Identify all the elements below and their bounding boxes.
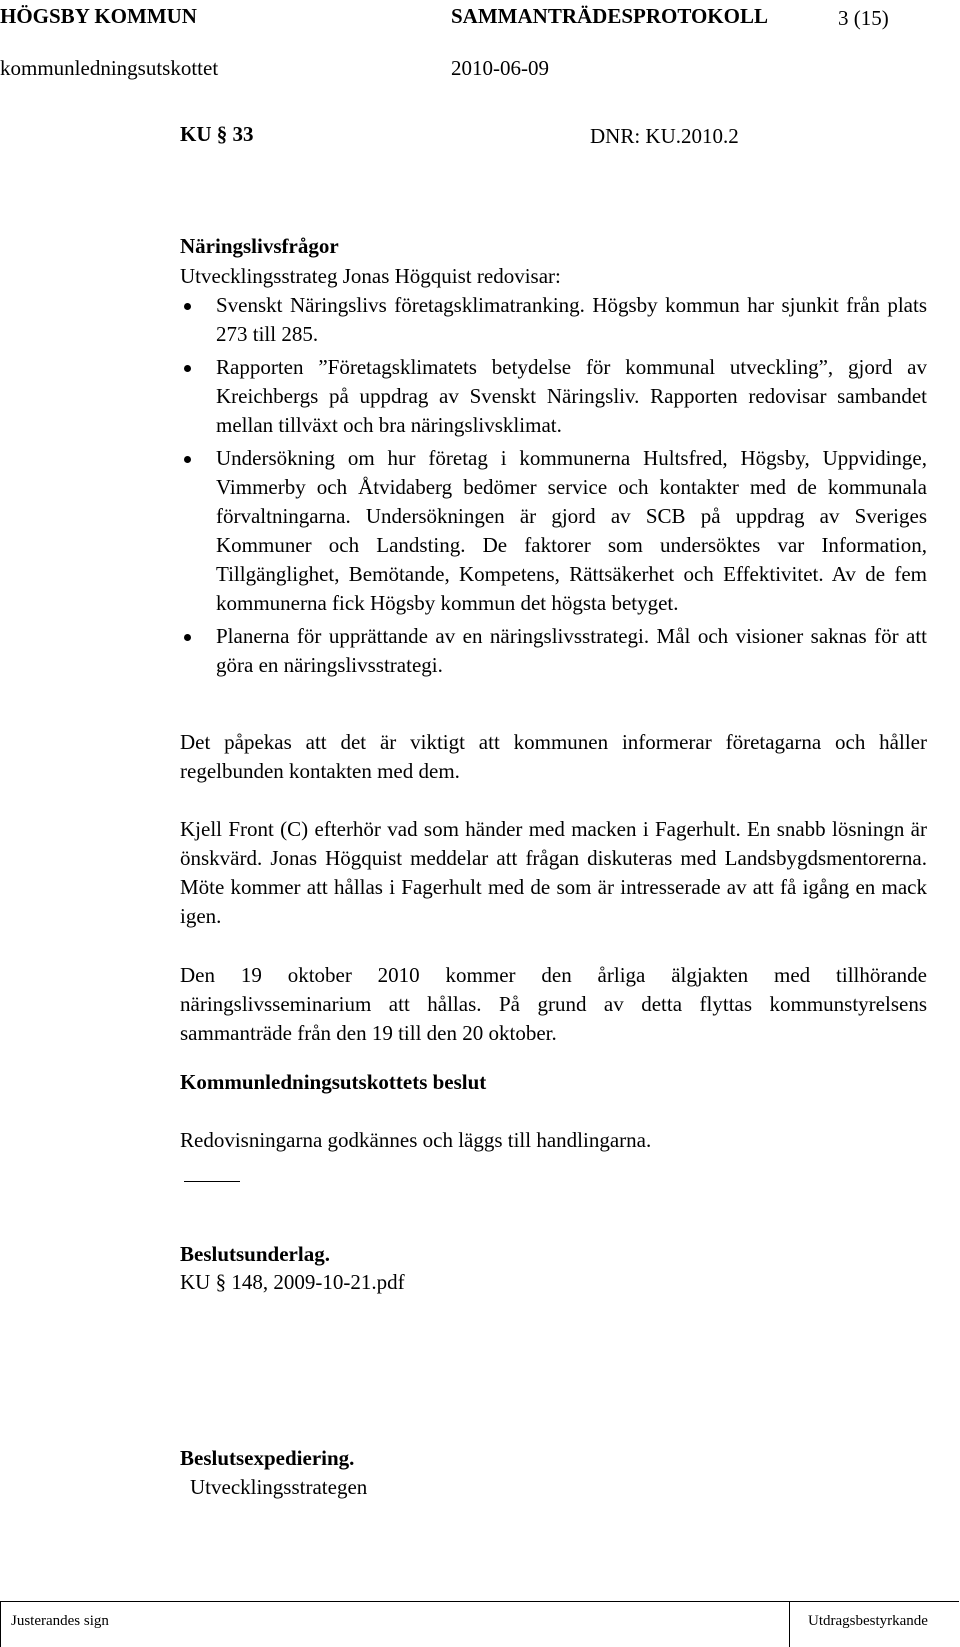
topic-intro: Utvecklingsstrateg Jonas Högquist redovisar: (180, 264, 561, 288)
topic-title: Näringslivsfrågor (180, 234, 339, 258)
page-number: 3 (15) (838, 6, 889, 30)
dispatch-text: Utvecklingsstrategen (190, 1475, 368, 1499)
municipality-name: HÖGSBY KOMMUN (0, 4, 197, 28)
meeting-date: 2010-06-09 (451, 56, 549, 80)
committee-name: kommunledningsutskottet (0, 56, 219, 80)
footer-utdragsbestyrkande: Utdragsbestyrkande (808, 1613, 928, 1629)
list-item (180, 291, 927, 349)
dispatch-title: Beslutsexpediering. (180, 1446, 355, 1470)
document-type: SAMMANTRÄDESPROTOKOLL (451, 4, 768, 28)
bullet-icon (184, 365, 191, 372)
topic-bullet-list (180, 291, 927, 684)
bullet-text: Svenskt Näringslivs företagsklimatranking. Högsby kommun har sjunkit från plats 273 till 285. (216, 293, 927, 346)
paragraph-seminar: Den 19 oktober 2010 kommer den årliga älgjakten med tillhörande näringslivsseminarium att hållas. På grund av detta flyttas kommunstyrelsens sammanträde från den 19 till den 20 oktober. (180, 963, 927, 1045)
footer-divider (789, 1602, 790, 1647)
signature-footer (0, 1601, 959, 1647)
basis-title: Beslutsunderlag. (180, 1242, 330, 1266)
list-item (180, 622, 927, 680)
list-item (180, 444, 927, 618)
section-number: KU § 33 (180, 122, 254, 146)
bullet-icon (184, 456, 191, 463)
footer-justerandes-sign: Justerandes sign (11, 1613, 109, 1629)
bullet-text: Rapporten ”Företagsklimatets betydelse för kommunal utveckling”, gjord av Kreichbergs på uppdrag av Svenskt Näringsliv. Rapporten redovisar sambandet mellan tillväxt och bra näringslivsklimat. (216, 355, 927, 437)
bullet-icon (184, 634, 191, 641)
diary-number: DNR: KU.2010.2 (590, 124, 739, 148)
bullet-text: Undersökning om hur företag i kommunerna Hultsfred, Högsby, Uppvidinge, Vimmerby och Åtvidaberg bedömer service och kontakter med de kommunala förvaltningarna. Undersökningen är gjord av SCB på uppdrag av Sveriges Kommuner och Landsting. De faktorer som undersöktes var Information, Tillgänglighet, Bemötande, Kompetens, Rättsäkerhet och Effektivitet. Av de fem kommunerna fick Högsby kommun det högsta betyget. (216, 446, 927, 615)
list-item (180, 353, 927, 440)
decision-title: Kommunledningsutskottets beslut (180, 1070, 487, 1094)
basis-text: KU § 148, 2009-10-21.pdf (180, 1270, 405, 1294)
section-divider (184, 1181, 240, 1182)
bullet-icon (184, 303, 191, 310)
decision-text: Redovisningarna godkännes och läggs till handlingarna. (180, 1128, 652, 1152)
paragraph-fagerhult: Kjell Front (C) efterhör vad som händer med macken i Fagerhult. En snabb lösningn är önskvärd. Jonas Högquist meddelar att frågan diskuteras med Landsbygdsmentorerna. Möte kommer att hållas i Fagerhult med de som är intresserade av att få igång en mack igen. (180, 817, 927, 928)
paragraph-information: Det påpekas att det är viktigt att kommunen informerar företagarna och håller regelbunden kontakten med dem. (180, 730, 927, 783)
bullet-text: Planerna för upprättande av en näringslivsstrategi. Mål och visioner saknas för att göra en näringslivsstrategi. (216, 624, 927, 677)
